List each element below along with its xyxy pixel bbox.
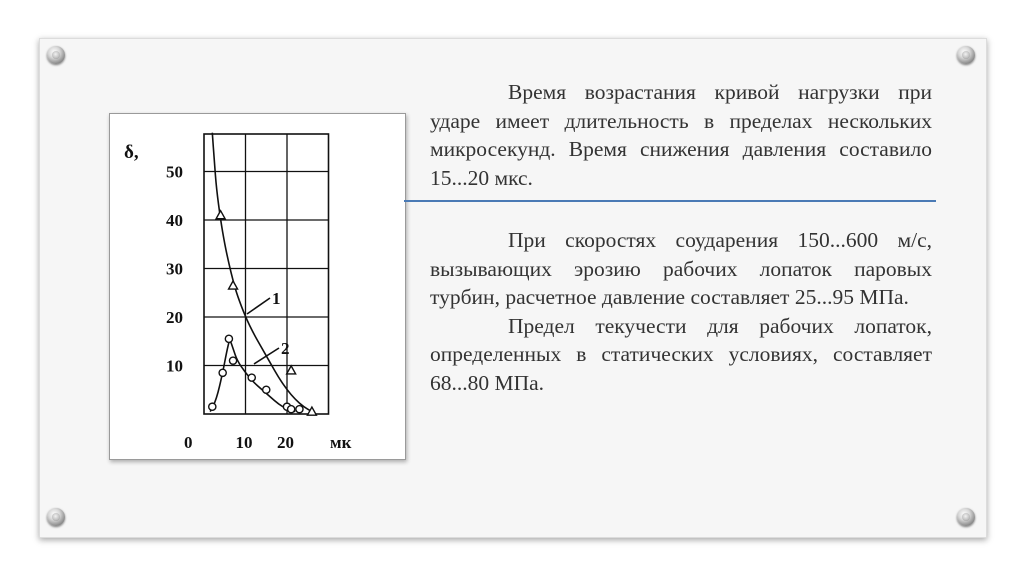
x-axis-label: мк xyxy=(330,433,352,452)
rivet-top-right xyxy=(957,46,975,64)
x-tick-label-0: 0 xyxy=(184,433,193,452)
paragraph-impact-velocity: При скоростях соударения 150...600 м/с, вызывающих эрозию рабочих лопаток паровых турбин, расчетное давление составляет 25...95 МПа. xyxy=(430,228,932,309)
text-block-top xyxy=(430,78,932,192)
x-tick-label-10: 10 xyxy=(235,433,253,452)
figure-frame xyxy=(109,113,406,460)
rivet-bottom-right xyxy=(957,508,975,526)
load-curve-chart xyxy=(110,114,405,459)
curve-label-2-leader xyxy=(254,348,279,364)
series-2-point-4 xyxy=(248,374,255,381)
rivet-top-left xyxy=(47,46,65,64)
y-tick-label-20: 20 xyxy=(166,308,183,327)
y-tick-label-50: 50 xyxy=(166,162,183,182)
series-2-point-1 xyxy=(219,369,226,376)
paragraph-yield-strength: Предел текучести для рабочих лопаток, определенных в статических условиях, составляет 68...80 МПа. xyxy=(430,313,932,395)
y-tick-label-40: 40 xyxy=(166,211,183,230)
text-block-bottom xyxy=(430,226,932,397)
y-axis-label: δ, xyxy=(124,142,139,163)
series-1-line xyxy=(212,133,312,412)
y-tick-label-30: 30 xyxy=(166,259,183,279)
curve-label-2: 2 xyxy=(281,339,290,358)
rivet-bottom-left xyxy=(47,508,65,526)
series-2-point-3 xyxy=(229,357,236,364)
section-divider xyxy=(404,200,936,202)
series-1-point-0 xyxy=(216,211,225,219)
x-tick-label-20: 20 xyxy=(277,433,294,452)
series-2-point-8 xyxy=(296,406,303,413)
curve-label-1-leader xyxy=(247,298,270,314)
series-2-point-7 xyxy=(288,406,295,413)
series-1-point-2 xyxy=(287,366,296,374)
series-2-point-2 xyxy=(225,335,232,342)
curve-label-1: 1 xyxy=(272,289,281,308)
series-2-point-0 xyxy=(209,403,216,410)
series-1-point-1 xyxy=(229,281,238,289)
series-1-point-3 xyxy=(307,407,316,415)
y-tick-label-10: 10 xyxy=(166,356,183,376)
paragraph-load-curve: Время возрастания кривой нагрузки при ударе имеет длительность в пределах нескольких микросекунд. Время снижения давления составило 15...20 мкс. xyxy=(430,80,932,190)
series-2-point-5 xyxy=(263,386,270,393)
